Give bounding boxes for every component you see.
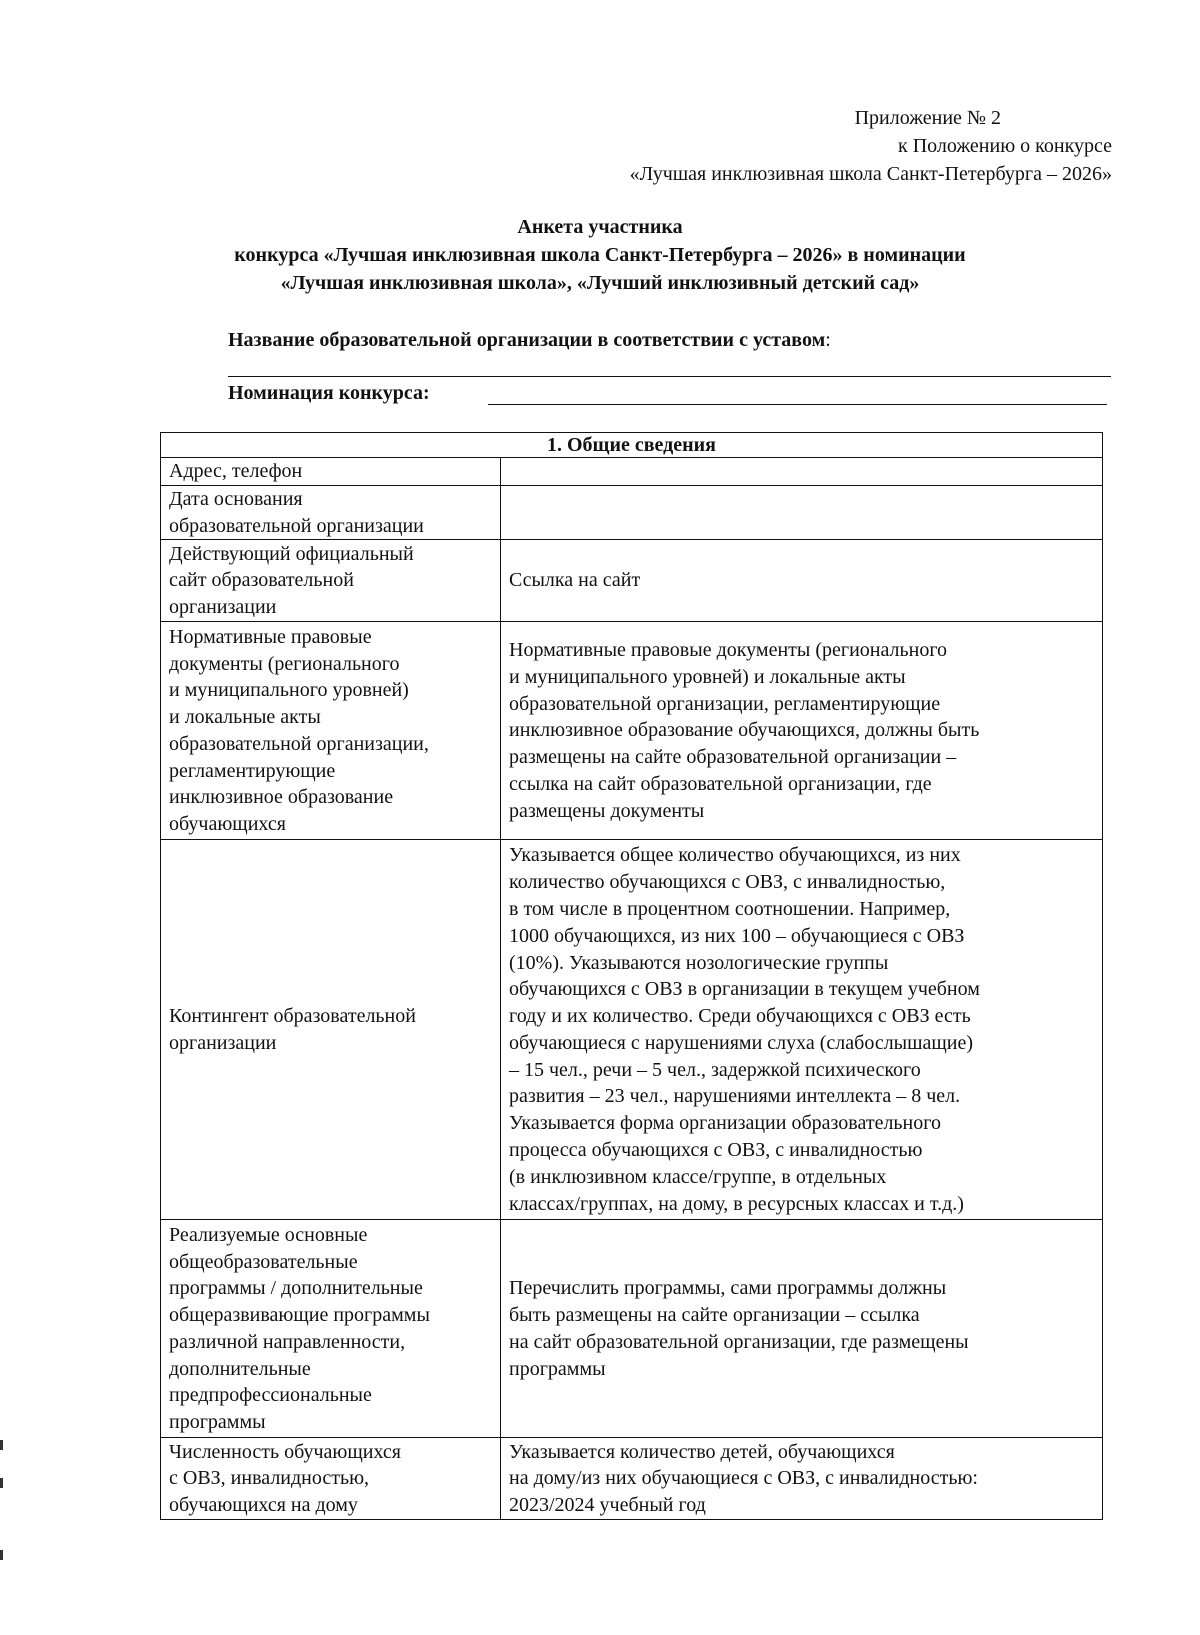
general-info-table bbox=[160, 432, 1103, 1520]
org-name-label: Название образовательной организации в соответствии с уставом bbox=[228, 329, 826, 351]
table-row bbox=[161, 540, 1103, 622]
form-title: Анкета участника bbox=[517, 216, 683, 238]
row-label: Дата основания образовательной организации bbox=[161, 485, 501, 540]
table-row bbox=[161, 485, 1103, 540]
scan-edge-mark bbox=[0, 1550, 3, 1560]
org-name-field bbox=[228, 327, 831, 353]
section-header-row bbox=[161, 433, 1103, 458]
appendix-regulation: к Положению о конкурсе bbox=[898, 135, 1112, 157]
appendix-reference bbox=[630, 104, 1112, 188]
section-title: 1. Общие сведения bbox=[161, 433, 1103, 458]
nomination-label: Номинация конкурса: bbox=[228, 382, 430, 404]
row-value[interactable]: Перечислить программы, сами программы должны быть размещены на сайте организации – ссылка на сайт образовательной организации, где размещены программы bbox=[501, 1220, 1103, 1438]
table-row bbox=[161, 840, 1103, 1220]
table-row bbox=[161, 458, 1103, 486]
nomination-field bbox=[228, 380, 430, 406]
table-row bbox=[161, 622, 1103, 840]
row-value[interactable]: Ссылка на сайт bbox=[501, 540, 1103, 622]
scan-edge-mark bbox=[0, 1478, 3, 1488]
appendix-contest-name: «Лучшая инклюзивная школа Санкт-Петербурга – 2026» bbox=[629, 163, 1112, 185]
row-label: Действующий официальный сайт образовательной организации bbox=[161, 540, 501, 622]
scan-edge-mark bbox=[0, 1440, 3, 1450]
table-row bbox=[161, 1438, 1103, 1520]
table-row bbox=[161, 1220, 1103, 1438]
row-label: Численность обучающихся с ОВЗ, инвалидностью, обучающихся на дому bbox=[161, 1438, 501, 1520]
form-subtitle: конкурса «Лучшая инклюзивная школа Санкт-Петербурга – 2026» в номинации bbox=[234, 244, 966, 266]
row-label: Реализуемые основные общеобразовательные программы / дополнительные общеразвивающие программы различной направленности, дополнительные предпрофессиональные программы bbox=[161, 1220, 501, 1438]
row-value[interactable]: Указывается количество детей, обучающихся на дому/из них обучающиеся с ОВЗ, с инвалидностью: 2023/2024 учебный год bbox=[501, 1438, 1103, 1520]
row-label: Контингент образовательной организации bbox=[161, 840, 501, 1220]
row-value[interactable]: Нормативные правовые документы (регионального и муниципального уровней) и локальные акты образовательной организации, регламентирующие инклюзивное образование обучающихся, должны быть размещены на сайте образовательной организации – ссылка на сайт образовательной организации, где размещены документы bbox=[501, 622, 1103, 840]
row-value[interactable] bbox=[501, 458, 1103, 486]
row-value[interactable]: Указывается общее количество обучающихся, из них количество обучающихся с ОВЗ, с инвалидностью, в том числе в процентном соотношении. Например, 1000 обучающихся, из них 100 – обучающиеся с ОВЗ (10%). Указываются нозологические группы обучающихся с ОВЗ в организации в текущем учебном году и их количество. Среди обучающихся с ОВЗ есть обучающиеся с нарушениями слуха (слабослышащие) – 15 чел., речи – 5 чел., задержкой психического развития – 23 чел., нарушениями интеллекта – 8 чел. Указывается форма организации образовательного процесса обучающихся с ОВЗ, с инвалидностью (в инклюзивном классе/группе, в отдельных классах/группах, на дому, в ресурсных классах и т.д.) bbox=[501, 840, 1103, 1220]
nomination-blank-line[interactable] bbox=[488, 404, 1107, 405]
row-value[interactable] bbox=[501, 485, 1103, 540]
org-name-colon: : bbox=[825, 329, 831, 351]
appendix-number: Приложение № 2 bbox=[854, 107, 1001, 129]
form-nominations: «Лучшая инклюзивная школа», «Лучший инклюзивный детский сад» bbox=[280, 272, 920, 294]
row-label: Адрес, телефон bbox=[161, 458, 501, 486]
form-header bbox=[100, 213, 1100, 297]
org-name-blank-line[interactable] bbox=[228, 376, 1111, 377]
row-label: Нормативные правовые документы (регионального и муниципального уровней) и локальные акты образовательной организации, регламентирующие инклюзивное образование обучающихся bbox=[161, 622, 501, 840]
